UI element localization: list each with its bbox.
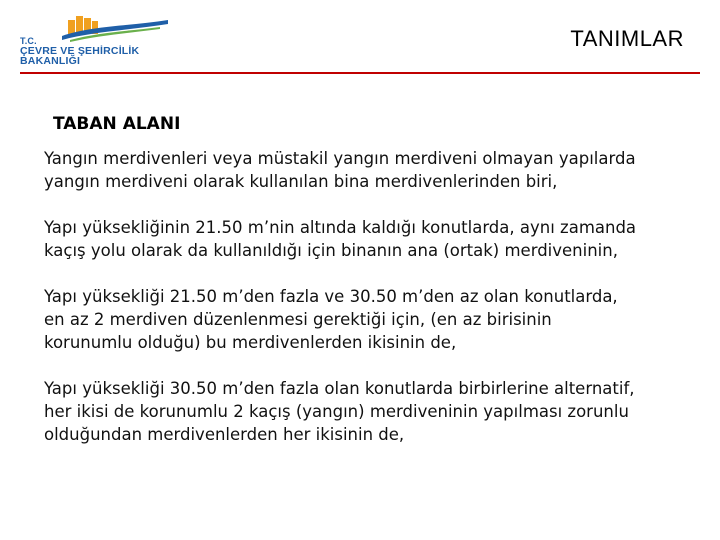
header-divider (20, 72, 700, 74)
section-heading: TABAN ALANI (53, 114, 181, 134)
paragraph-4 (44, 377, 694, 446)
logo-line-3: BAKANLIĞI (20, 55, 81, 67)
page-title: TANIMLAR (570, 26, 684, 51)
paragraph-1 (44, 147, 694, 193)
paragraph-line: olduğundan merdivenlerden her ikisinin de, (44, 425, 405, 444)
paragraph-line: her ikisi de korunumlu 2 kaçış (yangın) merdiveninin yapılması zorunlu (44, 402, 629, 421)
paragraph-line: Yapı yüksekliği 21.50 m’den fazla ve 30.50 m’den az olan konutlarda, (44, 287, 618, 306)
paragraph-line: en az 2 merdiven düzenlenmesi gerektiği için, (en az birisinin (44, 310, 552, 329)
paragraph-line: korunumlu olduğu) bu merdivenlerden ikisinin de, (44, 333, 457, 352)
definition-content (44, 147, 694, 469)
logo-text (20, 36, 139, 66)
paragraph-line: Yapı yüksekliğinin 21.50 m’nin altında kaldığı konutlarda, aynı zamanda (44, 218, 637, 237)
paragraph-line: Yapı yüksekliği 30.50 m’den fazla olan konutlarda birbirlerine alternatif, (44, 379, 635, 398)
logo-line-1: T.C. (20, 36, 37, 46)
paragraph-line: yangın merdiveni olarak kullanılan bina merdivenlerinden biri, (44, 172, 558, 191)
paragraph-line: Yangın merdivenleri veya müstakil yangın merdiveni olmayan yapılarda (44, 149, 636, 168)
paragraph-2 (44, 216, 694, 262)
paragraph-3 (44, 285, 694, 354)
logo-line-2: ÇEVRE VE ŞEHİRCİLİK (20, 45, 140, 57)
ministry-logo (16, 14, 166, 70)
paragraph-line: kaçış yolu olarak da kullanıldığı için binanın ana (ortak) merdiveninin, (44, 241, 618, 260)
